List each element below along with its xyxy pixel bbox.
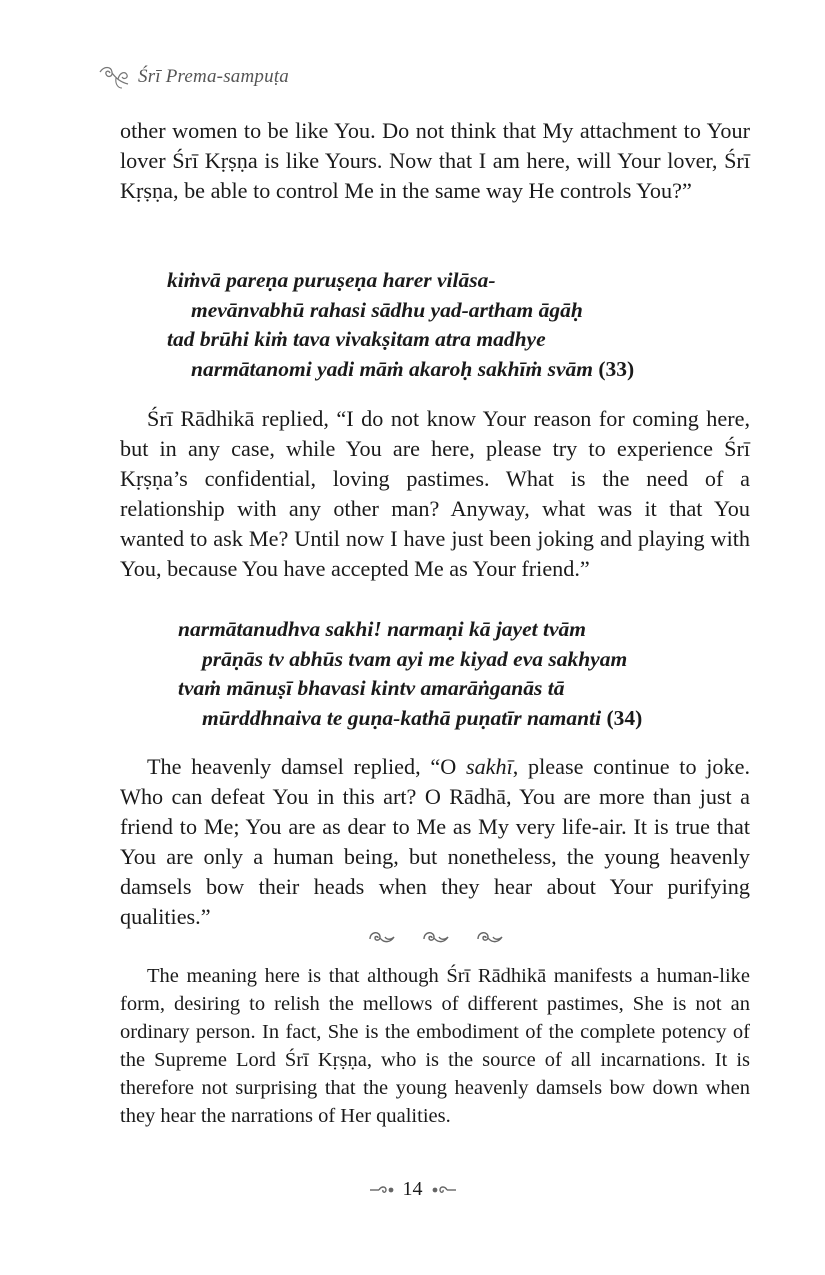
verse-34-line-3: tvaṁ mānuṣī bhavasi kintv amarāṅganās tā [178, 676, 565, 700]
swirl-ornament-icon [476, 928, 504, 946]
verse-34 [178, 615, 642, 733]
verse-33-number: (33) [598, 356, 635, 381]
section-separator [368, 928, 504, 946]
verse-34-line-4-text: mūrddhnaiva te guṇa-kathā puṇatīr namanti [202, 705, 602, 730]
running-header [98, 62, 289, 92]
verse-33-line-2: mevānvabhū rahasi sādhu yad-artham āgāḥ [191, 297, 583, 322]
verse-33-line-3: tad brūhi kiṁ tava vivakṣitam atra madhye [167, 327, 546, 351]
verse-34-line-2: prāṇās tv abhūs tvam ayi me kiyad eva sakhyam [202, 646, 628, 671]
paragraph-3-start: The heavenly damsel replied, “O [147, 754, 466, 779]
verse-33-line-1: kiṁvā pareṇa puruṣeṇa harer vilāsa- [167, 268, 496, 292]
page-number: 14 [402, 1178, 423, 1200]
verse-34-line-4 [178, 704, 642, 734]
verse-33-line-4 [167, 355, 634, 385]
verse-34-line-1: narmātanudhva sakhi! narmaṇi kā jayet tvām [178, 617, 586, 641]
swirl-ornament-icon [368, 928, 396, 946]
paragraph-1: other women to be like You. Do not think that My attachment to Your lover Śrī Kṛṣṇa is like Yours. Now that I am here, will Your lover, Śrī Kṛṣṇa, be able to control Me in the same way He controls You?” [120, 118, 750, 203]
verse-33-line-4-text: narmātanomi yadi māṁ akaroḥ sakhīṁ svām [191, 356, 593, 381]
verse-34-number: (34) [606, 705, 643, 730]
floral-flourish-icon [98, 64, 132, 90]
running-title: Śrī Prema-sampuṭa [138, 66, 289, 87]
swirl-ornament-icon [422, 928, 450, 946]
commentary: The meaning here is that although Śrī Rādhikā manifests a human-like form, desiring to relish the mellows of different pastimes, She is not an ordinary person. In fact, She is the embodiment of the complete potency of the Supreme Lord Śrī Kṛṣṇa, who is the source of all incarnations. It is therefore not surprising that the young heavenly damsels bow down when they hear the narrations of Her qualities. [120, 965, 750, 1127]
paragraph-3-italic-term: sakhī [465, 754, 513, 779]
paragraph-2: Śrī Rādhikā replied, “I do not know Your reason for coming here, but in any case, while You are here, please try to experience Śrī Kṛṣṇa’s confidential, loving pastimes. What is the need of a relationship with any other man? Anyway, what was it that You wanted to ask Me? Until now I have just been joking and playing with You, because You have accepted Me as Your friend.” [120, 406, 750, 581]
page-footer [0, 1178, 825, 1201]
left-flourish-icon [369, 1184, 395, 1196]
right-flourish-icon [431, 1184, 457, 1196]
paragraph-3 [120, 752, 750, 932]
verse-33 [167, 266, 634, 384]
paragraph-3-end: , please continue to joke. Who can defeat You in this art? O Rādhā, You are more than just a friend to Me; You are as dear to Me as My very life-air. It is true that You are only a human being, but nonetheless, the young heavenly damsels bow their heads when they hear about Your purifying qualities.” [120, 754, 750, 929]
